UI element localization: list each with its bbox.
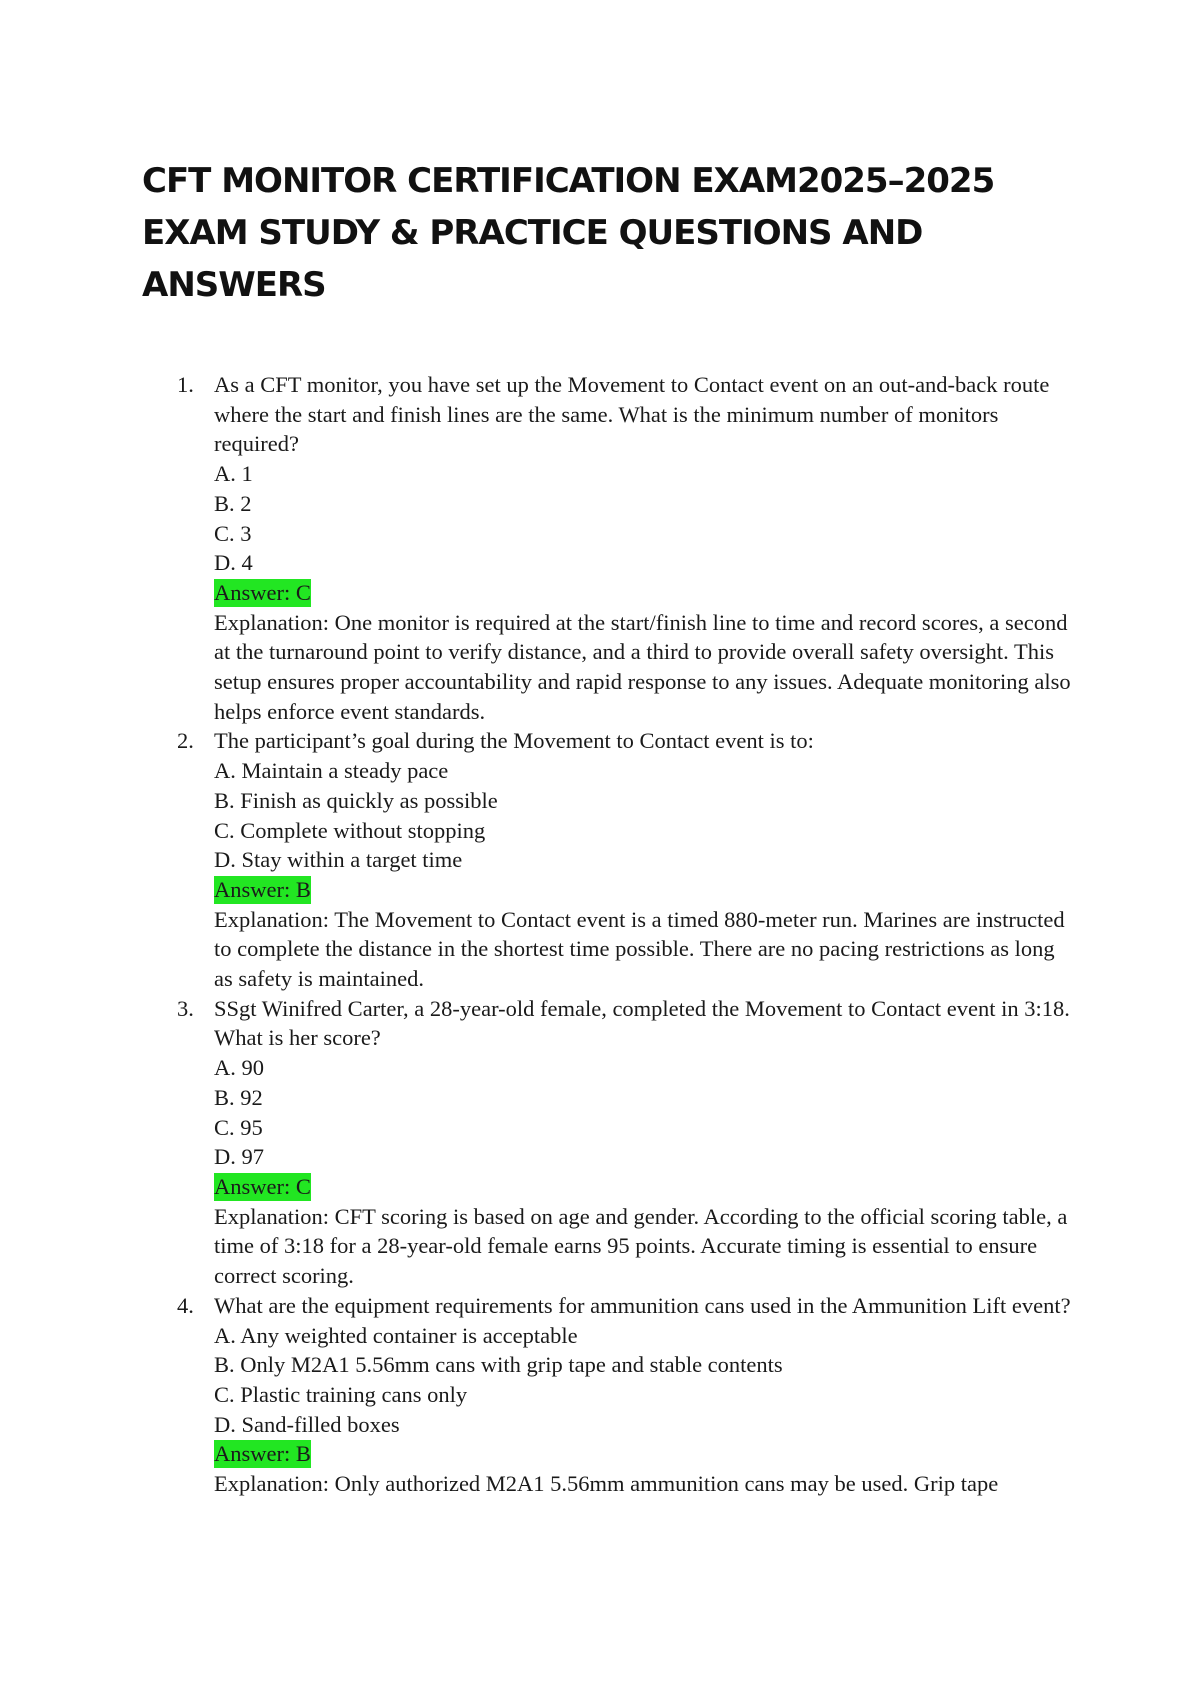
question-number: 4.	[177, 1292, 194, 1318]
option-d: D. 97	[214, 1144, 264, 1170]
question-item	[177, 1291, 1077, 1499]
option-b: B. 2	[214, 490, 252, 516]
question-item	[177, 370, 1077, 726]
option-c: C. 95	[214, 1114, 263, 1140]
option-a: A. 90	[214, 1055, 264, 1081]
option-a: A. Any weighted container is acceptable	[214, 1322, 578, 1348]
option-d: D. Sand-filled boxes	[214, 1411, 400, 1437]
question-text: As a CFT monitor, you have set up the Movement to Contact event on an out-and-back route where the start and finish lines are the same. What is the minimum number of monitors required?	[214, 372, 1050, 457]
option-a: A. Maintain a steady pace	[214, 758, 449, 784]
option-b: B. Only M2A1 5.56mm cans with grip tape and stable contents	[214, 1352, 783, 1378]
answer-highlight: Answer: B	[214, 876, 311, 902]
answer-highlight: Answer: C	[214, 579, 311, 605]
option-d: D. Stay within a target time	[214, 847, 463, 873]
question-number: 3.	[177, 995, 194, 1021]
question-item	[177, 994, 1077, 1291]
question-text: The participant’s goal during the Movement to Contact event is to:	[214, 728, 814, 754]
question-text: SSgt Winifred Carter, a 28-year-old female, completed the Movement to Contact event in 3:18. What is her score?	[214, 995, 1070, 1051]
question-item	[177, 726, 1077, 993]
explanation-text: Explanation: CFT scoring is based on age and gender. According to the official scoring table, a time of 3:18 for a 28-year-old female earns 95 points. Accurate timing is essential to ensure correct scoring.	[214, 1203, 1068, 1289]
option-c: C. 3	[214, 520, 252, 546]
option-c: C. Plastic training cans only	[214, 1381, 468, 1407]
document-title: CFT MONITOR CERTIFICATION EXAM2025–2025 EXAM STUDY & PRACTICE QUESTIONS AND ANSWERS	[142, 161, 995, 305]
question-list	[177, 370, 1077, 1499]
explanation-text: Explanation: The Movement to Contact event is a timed 880-meter run. Marines are instructed to complete the distance in the shortest time possible. There are no pacing restrictions as long as safety is maintained.	[214, 906, 1065, 992]
answer-highlight: Answer: B	[214, 1441, 311, 1467]
option-c: C. Complete without stopping	[214, 817, 486, 843]
option-d: D. 4	[214, 550, 253, 576]
explanation-text: Explanation: Only authorized M2A1 5.56mm ammunition cans may be used. Grip tape	[214, 1471, 999, 1497]
answer-highlight: Answer: C	[214, 1173, 311, 1199]
question-number: 1.	[177, 372, 194, 397]
option-a: A. 1	[214, 461, 253, 487]
question-text: What are the equipment requirements for ammunition cans used in the Ammunition Lift event?	[214, 1292, 1071, 1318]
explanation-text: Explanation: One monitor is required at the start/finish line to time and record scores, a second at the turnaround point to verify distance, and a third to provide overall safety oversight. This setup ensures proper accountability and rapid response to any issues. Adequate monitoring also helps enforce event standards.	[214, 609, 1071, 724]
option-b: B. 92	[214, 1084, 263, 1110]
option-b: B. Finish as quickly as possible	[214, 787, 498, 813]
question-number: 2.	[177, 728, 194, 754]
